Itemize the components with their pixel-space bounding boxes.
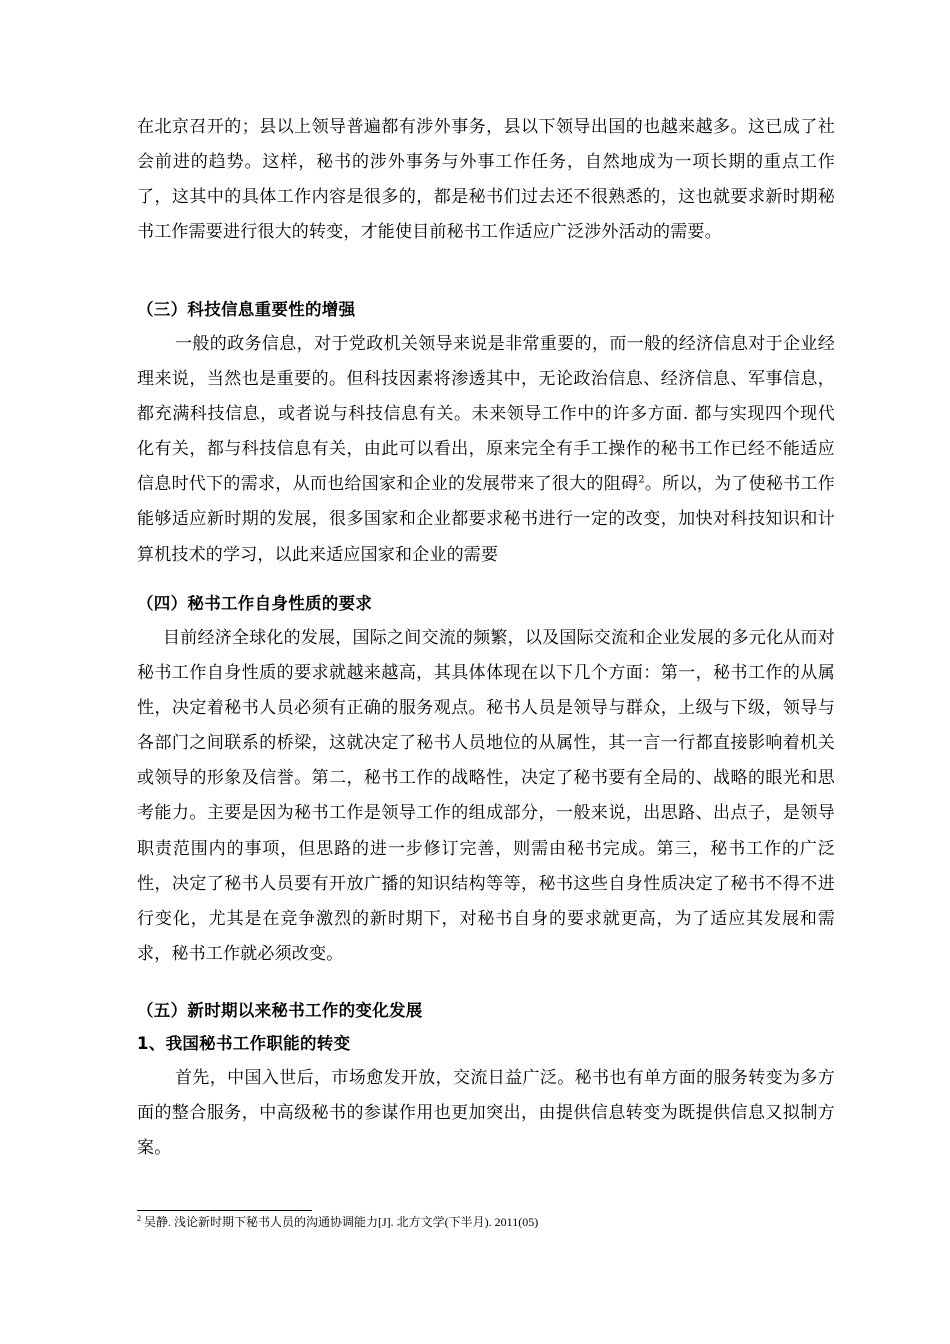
paragraph-secretary-nature: 目前经济全球化的发展，国际之间交流的频繁，以及国际交流和企业发展的多元化从而对秘书工作自身性质的要求就越来越高，其具体体现在以下几个方面：第一，秘书工作的从属性，决定着秘书人员必须有正确的服务观点。秘书人员是领导与群众，上级与下级，领导与各部门之间联系的桥梁，这就决定了秘书人员地位的从属性，其一言一行都直接影响着机关或领导的形象及信誉。第二，秘书工作的战略性，决定了秘书要有全局的、战略的眼光和思考能力。主要是因为秘书工作是领导工作的组成部分，一般来说，出思路、出点子，是领导职责范围内的事项，但思路的进一步修订完善，则需由秘书完成。第三，秘书工作的广泛性，决定了秘书人员要有开放广播的知识结构等等，秘书这些自身性质决定了秘书不得不进行变化，尤其是在竞争激烈的新时期下，对秘书自身的要求就更高，为了适应其发展和需求，秘书工作就必须改变。 (137, 628, 835, 964)
footnote-divider (137, 1210, 312, 1211)
paragraph-text: 一般的政务信息，对于党政机关领导来说是非常重要的，而一般的经济信息对于企业经理来说，当然也是重要的。但科技因素将渗透其中，无论政治信息、经济信息、军事信息，都充满科技信息，或者说与科技信息有关。未来领导工作中的许多方面. 都与实现四个现代化有关，都与科技信息有关，由此可以看出，原来完全有手工操作的秘书工作已经不能适应信息时代下的需求，从而也给国家和企业的发展带来了很大的阻碍 (137, 334, 835, 495)
footnote-marker: 2 (137, 1214, 141, 1223)
paragraph-text: 。所以，为了使秘书工作能够适应新时期的发展，很多国家和企业都要求秘书进行一定的改变，加快对科技知识和计算机技术的学习，以此来适应国家和企业的需要 (137, 474, 835, 565)
subsection-heading-1: 1、我国秘书工作职能的转变 (137, 1034, 351, 1053)
paragraph-tech-info (137, 327, 835, 573)
footnote-text: 吴静. 浅论新时期下秘书人员的沟通协调能力[J]. 北方文学(下半月). 2011(05) (141, 1215, 539, 1229)
section-heading-4: （四）秘书工作自身性质的要求 (137, 594, 373, 613)
footnote-reference: 2 (638, 474, 645, 486)
footnote (137, 1213, 835, 1231)
paragraph-foreign-affairs: 在北京召开的；县以上领导普遍都有涉外事务，县以下领导出国的也越来越多。这已成了社会前进的趋势。这样，秘书的涉外事务与外事工作任务，自然地成为一项长期的重点工作了，这其中的具体工作内容是很多的，都是秘书们过去还不很熟悉的，这也就要求新时期秘书工作需要进行很大的转变，才能使目前秘书工作适应广泛涉外活动的需要。 (137, 117, 835, 243)
section-heading-5: （五）新时期以来秘书工作的变化发展 (137, 1001, 423, 1020)
paragraph-function-change: 首先，中国入世后，市场愈发开放，交流日益广泛。秘书也有单方面的服务转变为多方面的整合服务，中高级秘书的参谋作用也更加突出，由提供信息转变为既提供信息又拟制方案。 (137, 1068, 835, 1159)
section-heading-3: （三）科技信息重要性的增强 (137, 300, 356, 319)
